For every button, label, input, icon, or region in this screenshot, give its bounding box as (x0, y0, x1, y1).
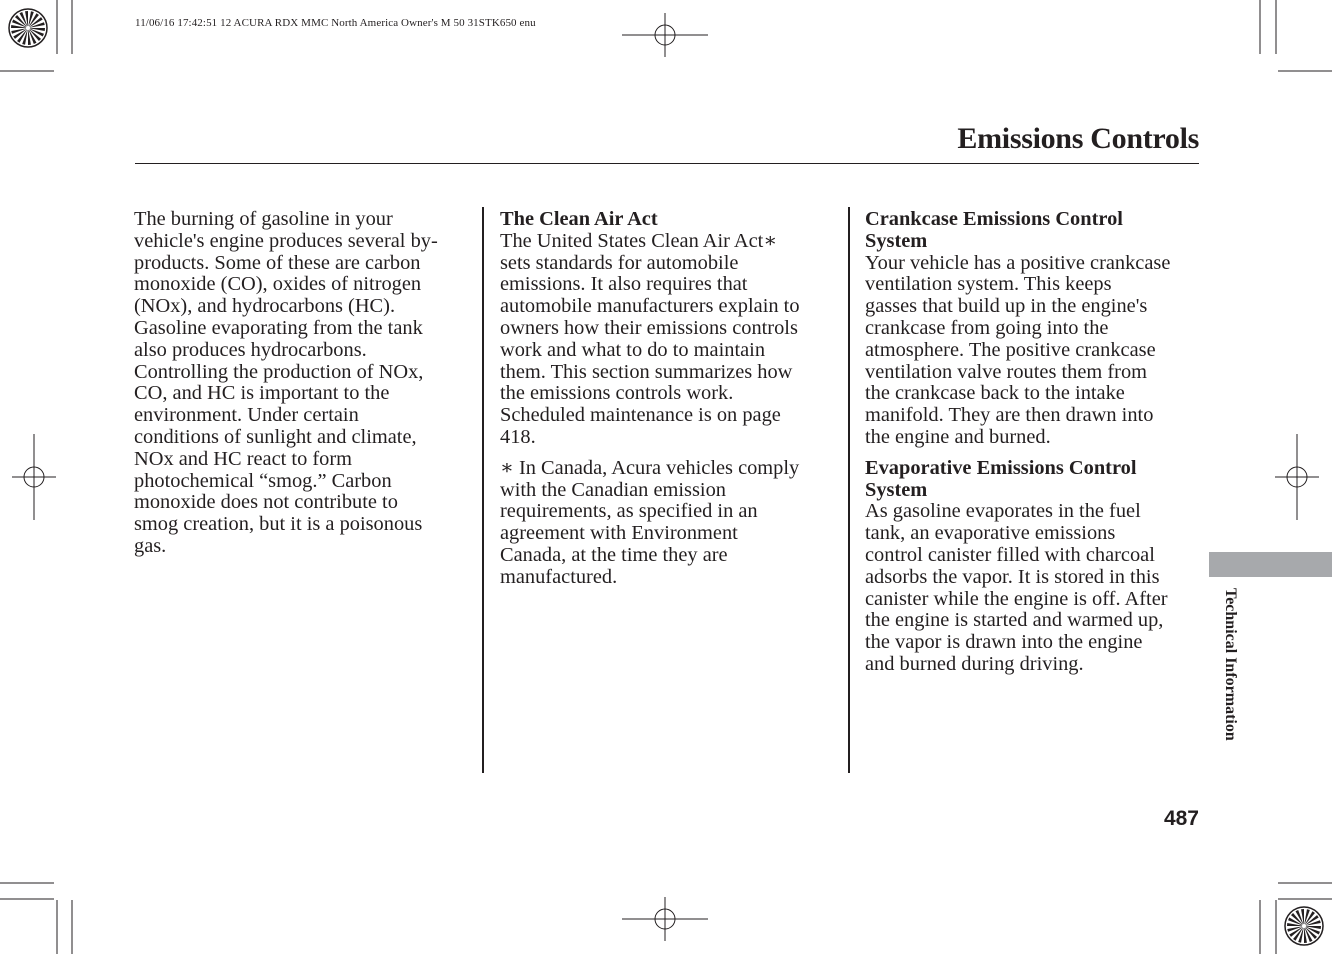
registration-sunburst-bottom-right (1285, 907, 1323, 945)
emission-systems-column (865, 209, 1205, 676)
clean-air-act-paragraph: The United States Clean Air Act∗ sets standards for automobile emissions. It also requires that automobile manufacturers explain to owners how their emissions controls work and what to do to maintain them. This section summarizes how the emissions controls work. Scheduled maintenance is on page 418. (500, 229, 800, 448)
intro-paragraph: The burning of gasoline in your vehicle's engine produces several by- products. Some of these are carbon monoxide (CO), oxides of nitrogen (NOx), and hydrocarbons (HC). Gasoline evaporating from the tank also produces hydrocarbons. Controlling the production of NOx, CO, and HC is important to the environment. Under certain conditions of sunlight and climate, NOx and HC react to form photochemical “smog.” Carbon monoxide does not contribute to smog creation, but it is a poisonous gas. (134, 208, 438, 557)
crankcase-heading: Crankcase Emissions Control System (865, 208, 1123, 252)
crankcase-paragraph: Your vehicle has a positive crankcase ventilation system. This keeps gasses that build up in the engine's crankcase from going into the atmosphere. The positive crankcase ventilation valve routes them from the crankcase back to the intake manifold. They are then drawn into the engine and burned. (865, 251, 1171, 448)
print-job-stamp: 11/06/16 17:42:51 12 ACURA RDX MMC North America Owner's M 50 31STK650 enu (135, 17, 536, 29)
title-rule (135, 163, 1199, 164)
column-divider-2 (848, 207, 850, 773)
clean-air-act-column (500, 209, 840, 589)
page-title: Emissions Controls (957, 122, 1199, 155)
clean-air-act-heading: The Clean Air Act (500, 208, 658, 230)
section-side-label: Technical Information (1222, 588, 1239, 741)
intro-column (134, 209, 474, 558)
registration-sunburst-top-left (9, 9, 47, 47)
column-divider-1 (482, 207, 484, 773)
evaporative-heading: Evaporative Emissions Control System (865, 456, 1137, 501)
canada-footnote: ∗ In Canada, Acura vehicles comply with the Canadian emission requirements, as specified in an agreement with Environment Canada, at the time they are manufactured. (500, 456, 800, 588)
section-tab-marker (1209, 552, 1332, 577)
page-number: 487 (1163, 807, 1199, 830)
evaporative-paragraph: As gasoline evaporates in the fuel tank, an evaporative emissions control canister filled with charcoal adsorbs the vapor. It is stored in this canister while the engine is off. After the engine is started and warmed up, the vapor is drawn into the engine and burned during driving. (865, 500, 1168, 675)
